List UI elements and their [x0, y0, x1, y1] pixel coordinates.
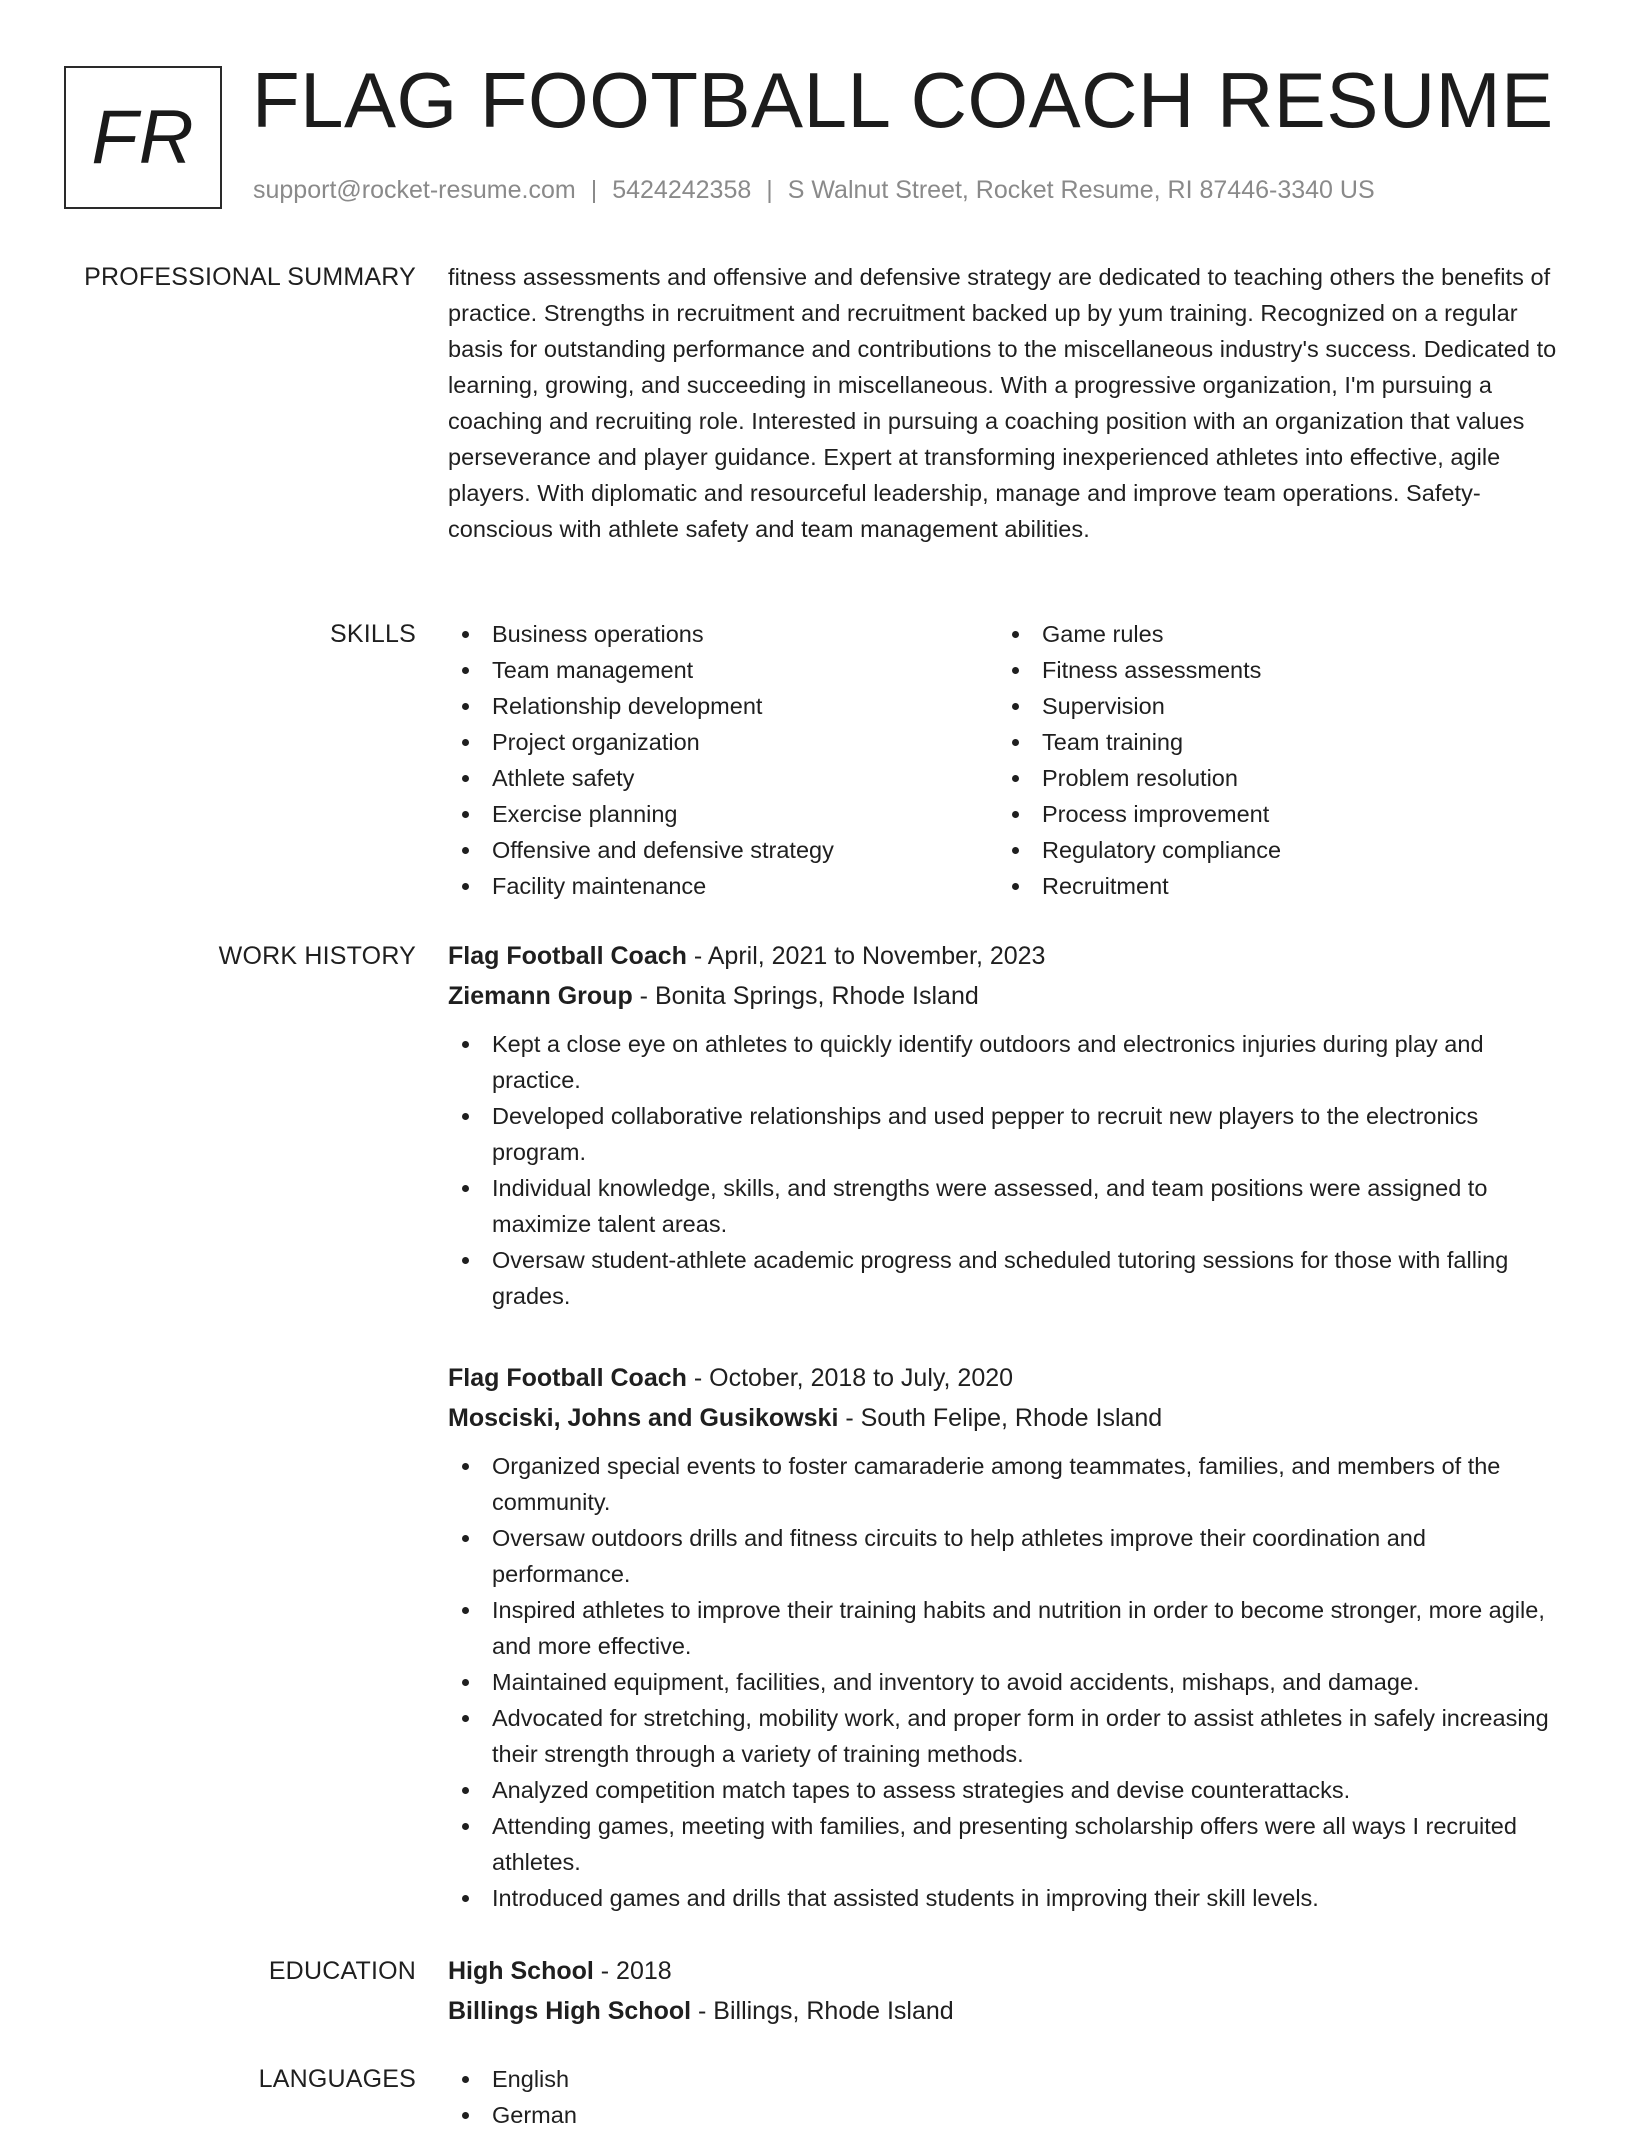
job-company-line [448, 976, 1564, 1016]
monogram-initials: FR [91, 95, 195, 180]
education-school: Billings High School [448, 1997, 692, 2025]
skill-item: Offensive and defensive strategy [448, 832, 998, 868]
education-body [448, 1951, 1564, 2031]
section-heading-summary: PROFESSIONAL SUMMARY [84, 263, 416, 291]
skills-list-left [448, 616, 998, 904]
job-duty: Oversaw student-athlete academic progress and scheduled tutoring sessions for those with falling grades. [448, 1242, 1564, 1314]
skills-columns [448, 616, 1564, 904]
job-entry [448, 936, 1564, 1314]
job-title: Flag Football Coach [448, 942, 687, 970]
section-heading-education: EDUCATION [268, 1957, 416, 1985]
skill-item: Problem resolution [998, 760, 1548, 796]
job-company: Mosciski, Johns and Gusikowski [448, 1404, 839, 1432]
section-heading-languages: LANGUAGES [258, 2065, 416, 2093]
section-heading-work-history: WORK HISTORY [218, 942, 416, 970]
languages-list [448, 2061, 1564, 2133]
education-degree-line [448, 1951, 1564, 1991]
skill-item: Relationship development [448, 688, 998, 724]
job-duty: Oversaw outdoors drills and fitness circuits to help athletes improve their coordination and performance. [448, 1520, 1564, 1592]
skill-item: Team training [998, 724, 1548, 760]
job-dates: - April, 2021 to November, 2023 [686, 942, 1046, 970]
job-duty: Inspired athletes to improve their training habits and nutrition in order to become stronger, more agile, and more effective. [448, 1592, 1564, 1664]
job-title-line [448, 936, 1564, 976]
education-year: - 2018 [593, 1957, 672, 1985]
summary-text: fitness assessments and offensive and defensive strategy are dedicated to teaching others the benefits of practice. Strengths in recruitment and recruitment backed up by yum training. Recognized on a regular basis for outstanding performance and contributions to the miscellaneous industry's success. Dedicated to learning, growing, and succeeding in miscellaneous. With a progressive organization, I'm pursuing a coaching and recruiting role. Interested in pursuing a coaching position with an organization that values perseverance and player guidance. Expert at transforming inexperienced athletes into effective, agile players. With diplomatic and resourceful leadership, manage and improve team operations. Safety-conscious with athlete safety and team management abilities. [448, 264, 1557, 542]
skill-item: Recruitment [998, 868, 1548, 904]
job-duties-list [448, 1026, 1564, 1314]
job-title: Flag Football Coach [448, 1364, 687, 1392]
job-location: - Bonita Springs, Rhode Island [632, 982, 979, 1010]
job-duty: Developed collaborative relationships and used pepper to recruit new players to the electronics program. [448, 1098, 1564, 1170]
contact-line [253, 176, 1375, 205]
job-duty: Analyzed competition match tapes to assess strategies and devise counterattacks. [448, 1772, 1564, 1808]
skill-item: Project organization [448, 724, 998, 760]
resume-title: FLAG FOOTBALL COACH RESUME [252, 56, 1554, 144]
skill-item: Process improvement [998, 796, 1548, 832]
job-duty: Individual knowledge, skills, and strengths were assessed, and team positions were assigned to maximize talent areas. [448, 1170, 1564, 1242]
languages-body [448, 2061, 1564, 2133]
skill-item: Fitness assessments [998, 652, 1548, 688]
language-item: German [448, 2097, 1564, 2133]
job-title-line [448, 1358, 1564, 1398]
skill-item: Supervision [998, 688, 1548, 724]
skill-item: Facility maintenance [448, 868, 998, 904]
job-duty: Maintained equipment, facilities, and inventory to avoid accidents, mishaps, and damage. [448, 1664, 1564, 1700]
job-duty: Attending games, meeting with families, and presenting scholarship offers were all ways I recruited athletes. [448, 1808, 1564, 1880]
education-location: - Billings, Rhode Island [691, 1997, 954, 2025]
section-heading-skills: SKILLS [330, 620, 416, 648]
job-location: - South Felipe, Rhode Island [838, 1404, 1163, 1432]
job-entry [448, 1358, 1564, 1916]
contact-email[interactable]: support@rocket-resume.com [253, 176, 576, 204]
skills-list-right [998, 616, 1548, 904]
job-company: Ziemann Group [448, 982, 633, 1010]
language-item: English [448, 2061, 1564, 2097]
job-duties-list [448, 1448, 1564, 1916]
education-degree: High School [448, 1957, 594, 1985]
education-school-line [448, 1991, 1564, 2031]
job-company-line [448, 1398, 1564, 1438]
job-duty: Advocated for stretching, mobility work, and proper form in order to assist athletes in safely increasing their strength through a variety of training methods. [448, 1700, 1564, 1772]
job-duty: Organized special events to foster camaraderie among teammates, families, and members of the community. [448, 1448, 1564, 1520]
skill-item: Exercise planning [448, 796, 998, 832]
contact-separator: | [590, 176, 598, 204]
contact-address: S Walnut Street, Rocket Resume, RI 87446-3340 US [787, 176, 1375, 204]
skill-item: Regulatory compliance [998, 832, 1548, 868]
skill-item: Game rules [998, 616, 1548, 652]
job-duty: Kept a close eye on athletes to quickly identify outdoors and electronics injuries during play and practice. [448, 1026, 1564, 1098]
job-duty: Introduced games and drills that assisted students in improving their skill levels. [448, 1880, 1564, 1916]
skill-item: Athlete safety [448, 760, 998, 796]
work-history-body [448, 936, 1564, 1916]
skill-item: Team management [448, 652, 998, 688]
job-dates: - October, 2018 to July, 2020 [686, 1364, 1014, 1392]
contact-separator: | [766, 176, 773, 204]
contact-phone[interactable]: 5424242358 [612, 176, 752, 204]
skill-item: Business operations [448, 616, 998, 652]
monogram-box [64, 66, 222, 209]
